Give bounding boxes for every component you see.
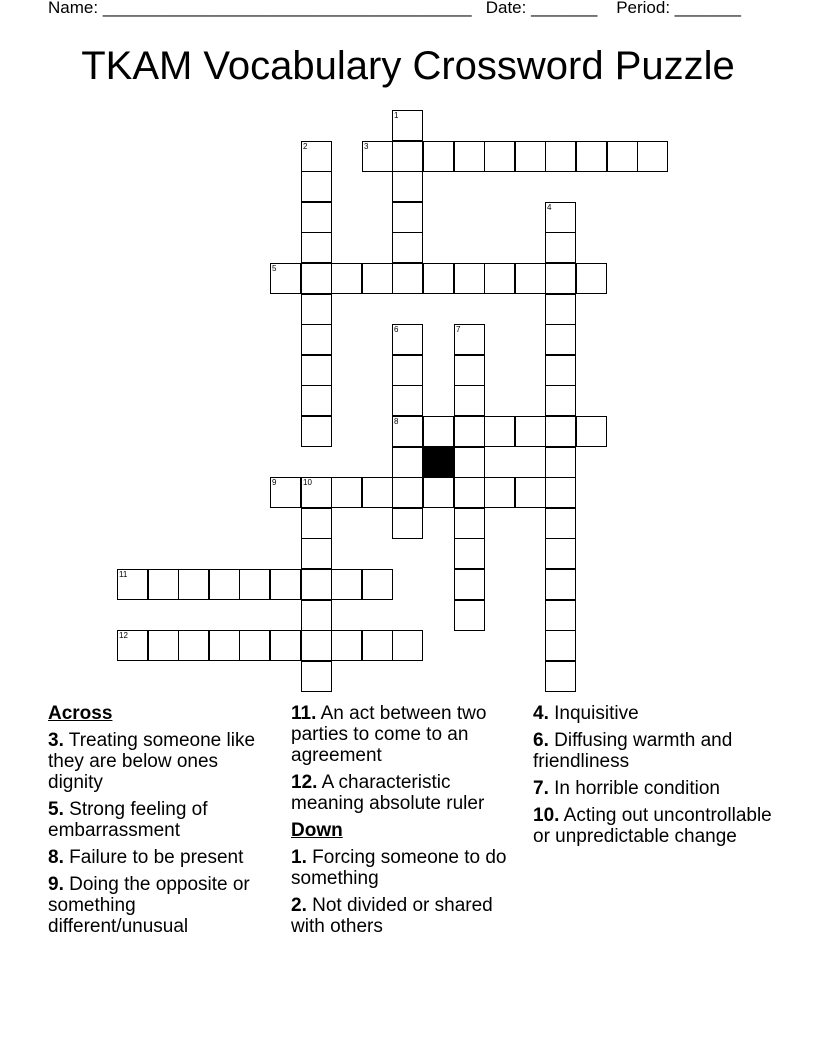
crossword-cell[interactable] [515, 477, 546, 508]
crossword-cell[interactable] [454, 141, 485, 172]
crossword-cell[interactable] [454, 385, 485, 416]
clues-column-3 [533, 703, 773, 853]
clue-number: 2 [303, 142, 308, 151]
period-blank[interactable]: _______ [674, 0, 741, 17]
crossword-cell[interactable] [148, 569, 179, 600]
across-heading: Across [48, 703, 113, 724]
crossword-cell[interactable] [545, 202, 576, 233]
crossword-cell[interactable] [423, 141, 454, 172]
crossword-cell[interactable] [454, 569, 485, 600]
crossword-cell[interactable] [545, 141, 576, 172]
crossword-cell[interactable] [545, 416, 576, 447]
down-clue: 7. In horrible condition [533, 778, 720, 799]
crossword-cell[interactable] [392, 447, 423, 478]
clue-number: 12 [119, 631, 128, 640]
date-blank[interactable]: _______ [531, 0, 598, 17]
clue-number: 8 [394, 417, 399, 426]
down-clue: 10. Acting out uncontrollable or unpredictable change [533, 805, 772, 847]
crossword-cell[interactable] [454, 508, 485, 539]
crossword-cell[interactable] [545, 355, 576, 386]
crossword-cell[interactable] [178, 569, 209, 600]
down-heading: Down [291, 820, 343, 841]
crossword-cell[interactable] [301, 202, 332, 233]
crossword-cell[interactable] [545, 477, 576, 508]
date-label: Date: [485, 0, 527, 17]
crossword-cell[interactable] [423, 477, 454, 508]
crossword-cell[interactable] [239, 630, 270, 661]
crossword-cell[interactable] [454, 355, 485, 386]
crossword-cell[interactable] [209, 569, 240, 600]
crossword-cell[interactable] [545, 385, 576, 416]
clue-number: 9 [272, 478, 277, 487]
crossword-cell[interactable] [362, 569, 393, 600]
crossword-cell[interactable] [545, 569, 576, 600]
crossword-cell[interactable] [545, 661, 576, 692]
clues-column-2 [291, 703, 519, 943]
crossword-cell[interactable] [484, 477, 515, 508]
crossword-cell[interactable] [454, 416, 485, 447]
crossword-cell[interactable] [545, 447, 576, 478]
down-clue: 1. Forcing someone to do something [291, 847, 507, 889]
crossword-cell[interactable] [454, 538, 485, 569]
across-clue: 12. A characteristic meaning absolute ruler [291, 772, 485, 814]
crossword-cell[interactable] [301, 416, 332, 447]
crossword-cell[interactable] [301, 569, 332, 600]
crossword-cell[interactable] [239, 569, 270, 600]
crossword-cell[interactable] [301, 324, 332, 355]
crossword-cell[interactable] [301, 477, 332, 508]
crossword-cell[interactable] [392, 324, 423, 355]
crossword-cell[interactable] [301, 171, 332, 202]
crossword-cell[interactable] [331, 569, 362, 600]
across-clue: 3. Treating someone like they are below ones dignity [48, 730, 256, 793]
crossword-cell[interactable] [270, 630, 301, 661]
across-clue: 5. Strong feeling of embarrassment [48, 799, 208, 841]
clue-number: 5 [272, 264, 277, 273]
name-blank[interactable]: _______________________________________ [102, 0, 472, 17]
crossword-cell[interactable] [209, 630, 240, 661]
crossword-cell[interactable] [301, 508, 332, 539]
crossword-cell[interactable] [607, 141, 638, 172]
crossword-cell[interactable] [454, 447, 485, 478]
crossword-cell[interactable] [423, 416, 454, 447]
crossword-cell[interactable] [454, 600, 485, 631]
crossword-cell[interactable] [515, 416, 546, 447]
crossword-cell[interactable] [331, 263, 362, 294]
crossword-cell[interactable] [392, 508, 423, 539]
crossword-cell[interactable] [392, 416, 423, 447]
crossword-cell[interactable] [392, 630, 423, 661]
crossword-cell[interactable] [392, 202, 423, 233]
crossword-cell[interactable] [576, 263, 607, 294]
filled-cell [423, 447, 454, 478]
crossword-cell[interactable] [545, 630, 576, 661]
crossword-cell[interactable] [576, 141, 607, 172]
crossword-cell[interactable] [484, 263, 515, 294]
crossword-cell[interactable] [117, 569, 148, 600]
across-clue: 11. An act between two parties to come to an agreement [291, 703, 487, 766]
crossword-cell[interactable] [270, 477, 301, 508]
crossword-cell[interactable] [484, 416, 515, 447]
crossword-cell[interactable] [301, 538, 332, 569]
crossword-cell[interactable] [392, 171, 423, 202]
crossword-cell[interactable] [148, 630, 179, 661]
name-label: Name: [48, 0, 99, 17]
crossword-cell[interactable] [301, 141, 332, 172]
page-title: TKAM Vocabulary Crossword Puzzle [81, 44, 735, 88]
crossword-cell[interactable] [301, 294, 332, 325]
down-clue: 2. Not divided or shared with others [291, 895, 493, 937]
crossword-cell[interactable] [178, 630, 209, 661]
clue-number: 3 [364, 142, 369, 151]
crossword-cell[interactable] [301, 263, 332, 294]
clue-number: 10 [303, 478, 312, 487]
crossword-cell[interactable] [301, 355, 332, 386]
crossword-cell[interactable] [576, 416, 607, 447]
crossword-cell[interactable] [301, 232, 332, 263]
crossword-cell[interactable] [331, 630, 362, 661]
crossword-cell[interactable] [637, 141, 668, 172]
crossword-cell[interactable] [362, 477, 393, 508]
crossword-cell[interactable] [545, 538, 576, 569]
crossword-cell[interactable] [392, 355, 423, 386]
crossword-cell[interactable] [454, 263, 485, 294]
crossword-cell[interactable] [484, 141, 515, 172]
crossword-cell[interactable] [270, 569, 301, 600]
crossword-cell[interactable] [423, 263, 454, 294]
down-clue: 4. Inquisitive [533, 703, 639, 724]
crossword-cell[interactable] [301, 661, 332, 692]
crossword-cell[interactable] [545, 600, 576, 631]
crossword-cell[interactable] [545, 508, 576, 539]
crossword-cell[interactable] [545, 324, 576, 355]
crossword-cell[interactable] [117, 630, 148, 661]
across-clue: 8. Failure to be present [48, 847, 244, 868]
down-clue: 6. Diffusing warmth and friendliness [533, 730, 733, 772]
crossword-cell[interactable] [301, 630, 332, 661]
crossword-cell[interactable] [392, 232, 423, 263]
crossword-cell[interactable] [362, 141, 393, 172]
period-label: Period: [616, 0, 671, 17]
crossword-cell[interactable] [392, 263, 423, 294]
crossword-cell[interactable] [515, 263, 546, 294]
clue-number: 4 [547, 203, 552, 212]
clues-column-1 [48, 703, 276, 943]
clue-number: 1 [394, 111, 399, 120]
crossword-cell[interactable] [331, 477, 362, 508]
crossword-cell[interactable] [545, 294, 576, 325]
crossword-cell[interactable] [454, 324, 485, 355]
crossword-cell[interactable] [362, 263, 393, 294]
crossword-cell[interactable] [392, 385, 423, 416]
crossword-cell[interactable] [301, 600, 332, 631]
clue-number: 6 [394, 325, 399, 334]
crossword-cell[interactable] [545, 263, 576, 294]
clue-number: 7 [456, 325, 461, 334]
crossword-cell[interactable] [392, 141, 423, 172]
crossword-cell[interactable] [392, 477, 423, 508]
clue-number: 11 [119, 570, 128, 579]
crossword-cell[interactable] [515, 141, 546, 172]
crossword-cell[interactable] [545, 232, 576, 263]
crossword-cell[interactable] [454, 477, 485, 508]
crossword-cell[interactable] [362, 630, 393, 661]
across-clue: 9. Doing the opposite or something different/unusual [48, 874, 250, 937]
crossword-cell[interactable] [301, 385, 332, 416]
crossword-cell[interactable] [270, 263, 301, 294]
crossword-cell[interactable] [392, 110, 423, 141]
